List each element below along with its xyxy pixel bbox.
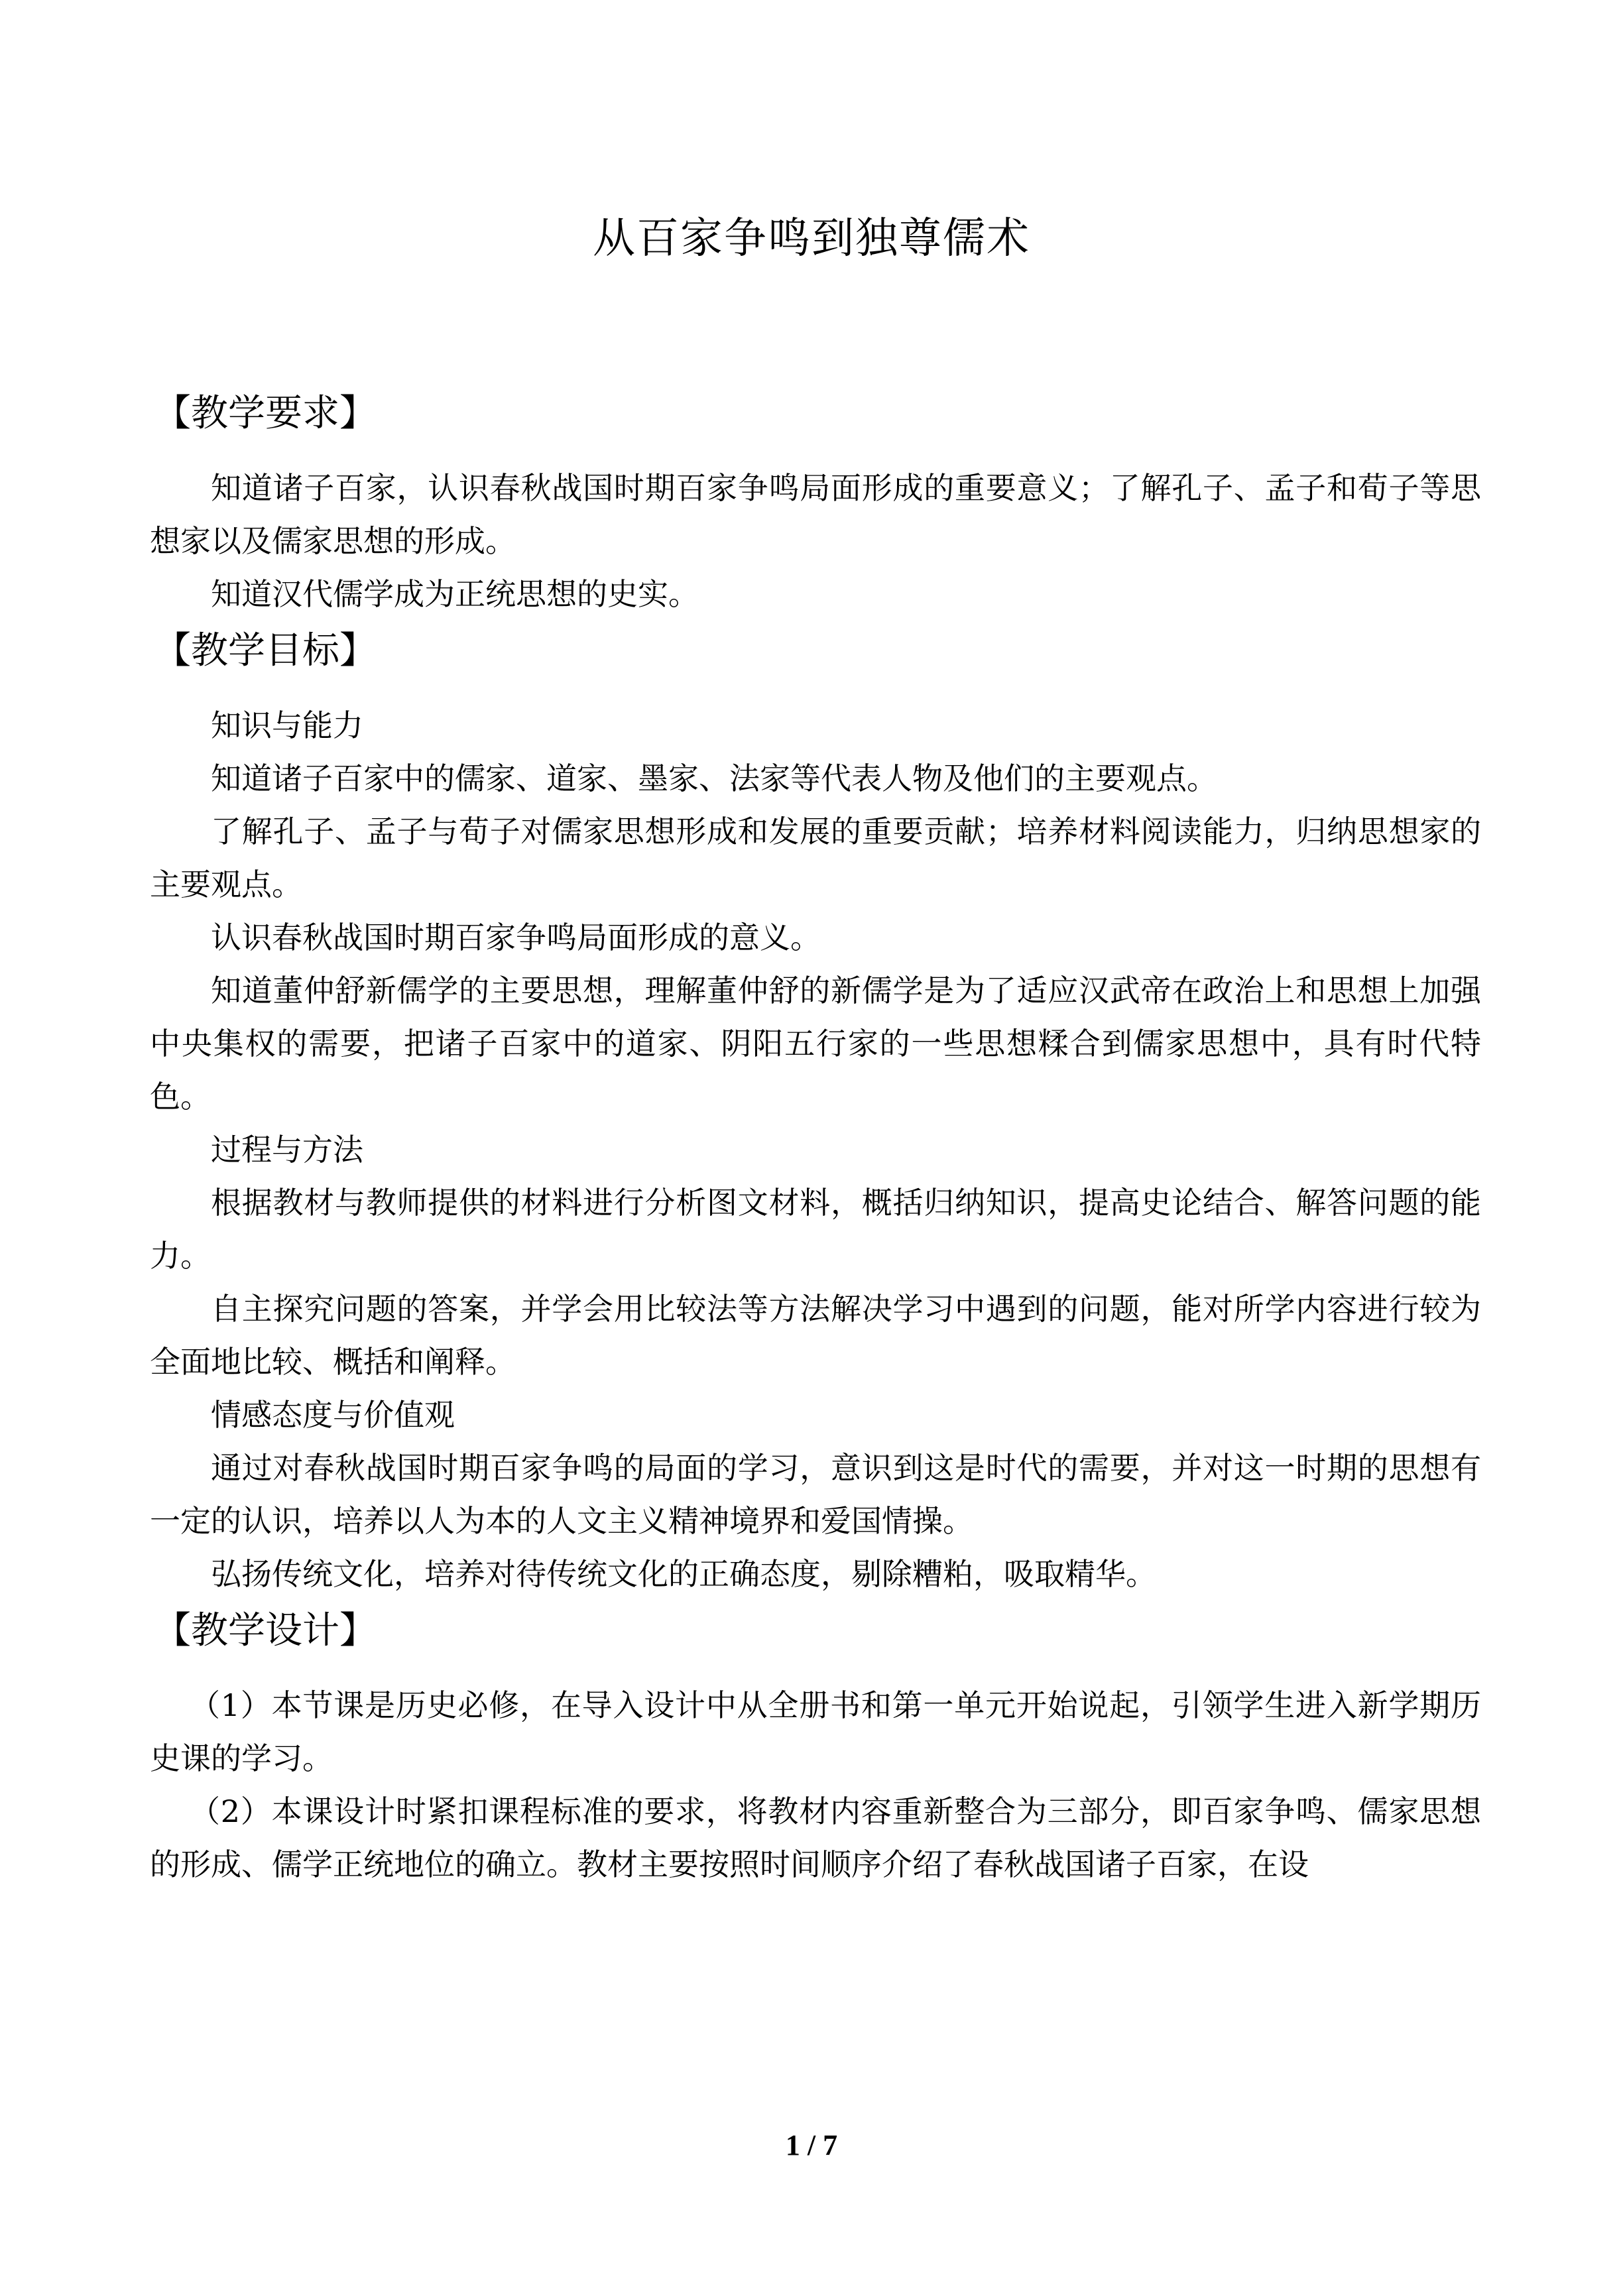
paragraph: 认识春秋战国时期百家争鸣局面形成的意义。 [211,920,821,955]
paragraph: 知道董仲舒新儒学的主要思想，理解董仲舒的新儒学是为了适应汉武帝在政治上和思想上加强中央集权的需要，把诸子百家中的道家、阴阳五行家的一些思想糅合到儒家思想中，具有时代特色。 [150,973,1481,1115]
document-body [150,389,1481,1891]
paragraph: 知道诸子百家中的儒家、道家、墨家、法家等代表人物及他们的主要观点。 [211,760,1217,796]
section-heading-objectives: 【教学目标】 [154,629,377,672]
subheading-attitude-values: 情感态度与价值观 [211,1397,455,1433]
design-paragraphs [150,1679,1481,1891]
paragraph: 根据教材与教师提供的材料进行分析图文材料，概括归纳知识，提高史论结合、解答问题的能力。 [150,1185,1481,1274]
paragraph: 知道汉代儒学成为正统思想的史实。 [211,576,699,612]
section-heading-design: 【教学设计】 [154,1609,377,1652]
paragraph: 了解孔子、孟子与荀子对儒家思想形成和发展的重要贡献；培养材料阅读能力，归纳思想家的主要观点。 [150,814,1481,902]
numbered-paragraph: （2）本课设计时紧扣课程标准的要求，将教材内容重新整合为三部分，即百家争鸣、儒家思想的形成、儒学正统地位的确立。教材主要按照时间顺序介绍了春秋战国诸子百家，在设 [150,1793,1481,1882]
paragraph: 知道诸子百家，认识春秋战国时期百家争鸣局面形成的重要意义；了解孔子、孟子和荀子等思想家以及儒家思想的形成。 [150,470,1481,559]
numbered-paragraph: （1）本节课是历史必修，在导入设计中从全册书和第一单元开始说起，引领学生进入新学期历史课的学习。 [150,1687,1481,1776]
page-number: 1 / 7 [785,2129,838,2161]
section-heading-requirements: 【教学要求】 [154,392,377,435]
subheading-knowledge-ability: 知识与能力 [211,707,363,743]
paragraph: 自主探究问题的答案，并学会用比较法等方法解决学习中遇到的问题，能对所学内容进行较为全面地比较、概括和阐释。 [150,1291,1481,1380]
document-title: 从百家争鸣到独尊儒术 [593,214,1030,263]
subheading-process-method: 过程与方法 [211,1132,363,1168]
paragraph: 通过对春秋战国时期百家争鸣的局面的学习，意识到这是时代的需要，并对这一时期的思想有一定的认识，培养以人为本的人文主义精神境界和爱国情操。 [150,1450,1481,1539]
paragraph: 弘扬传统文化，培养对待传统文化的正确态度，剔除糟粕，吸取精华。 [211,1556,1156,1592]
